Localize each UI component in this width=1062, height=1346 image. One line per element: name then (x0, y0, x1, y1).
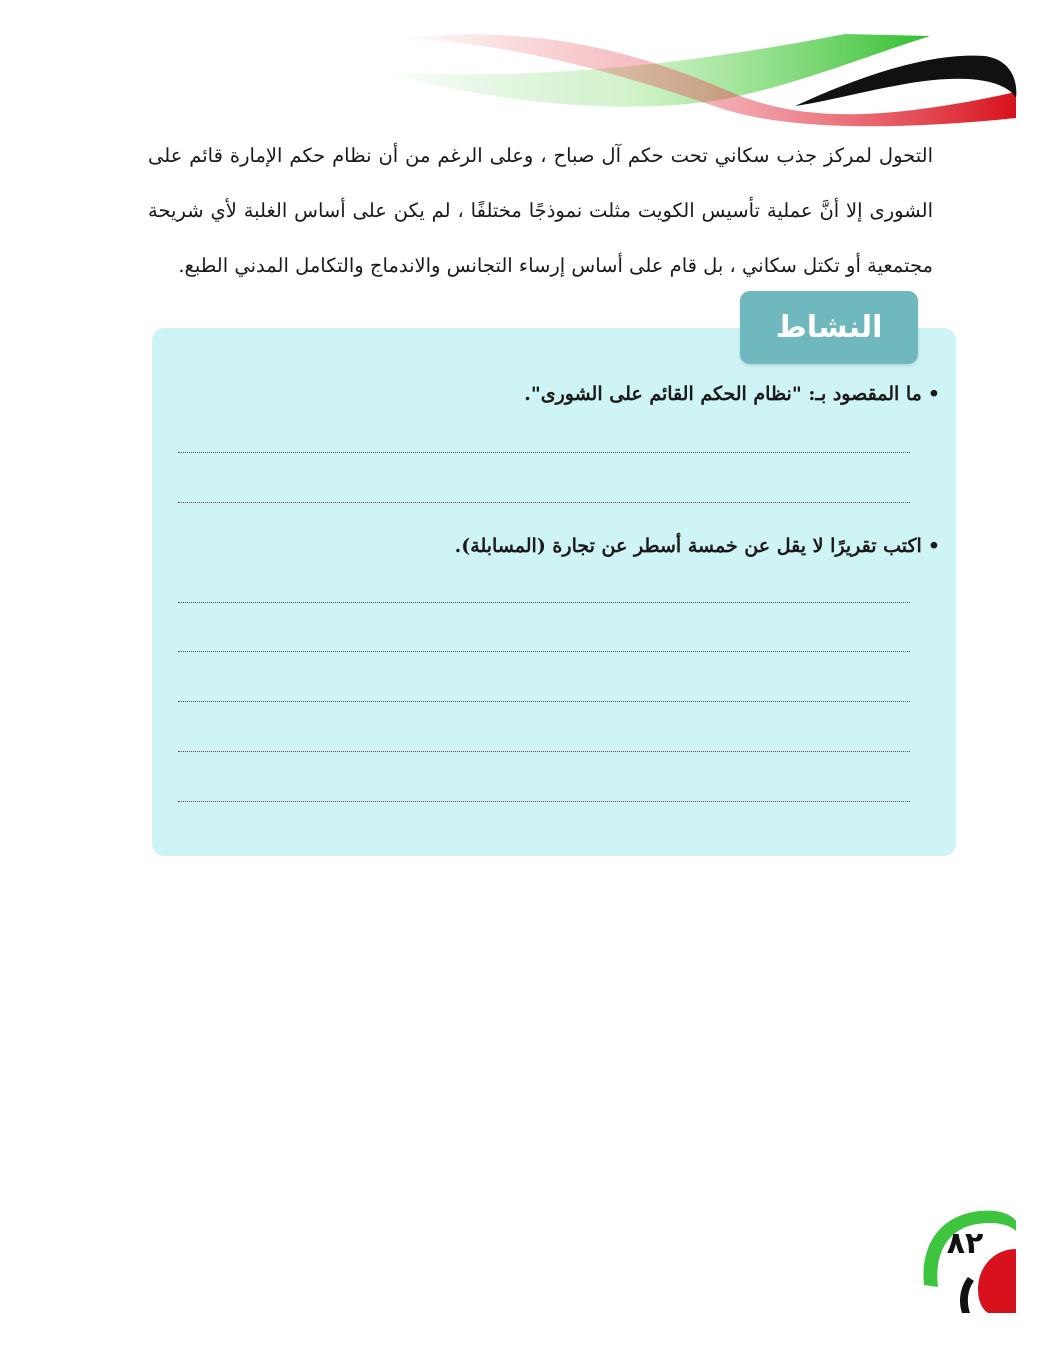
bullet-icon: • (927, 535, 940, 557)
body-paragraph: التحول لمركز جذب سكاني تحت حكم آل صباح ، وعلى الرغم من أن نظام حكم الإمارة قائم على الشورى إلا أنَّ عملية تأسيس الكويت مثلت نموذجًا مختلفًا ، لم يكن على أساس الغلبة لأي شريحة مجتمعية أو تكتل سكاني ، بل قام على أساس إرساء التجانس والاندماج والتكامل المدني الطبع. (148, 144, 933, 277)
question-2 (455, 535, 940, 557)
question-1-text: ما المقصود بـ: "نظام الحكم القائم على الشورى". (524, 383, 922, 405)
answer-line[interactable] (178, 651, 910, 652)
activity-box (152, 328, 956, 856)
answer-line[interactable] (178, 452, 910, 453)
answer-line[interactable] (178, 751, 910, 752)
answer-line[interactable] (178, 701, 910, 702)
black-stroke (960, 1277, 974, 1313)
question-1 (524, 383, 940, 405)
question-2-text: اكتب تقريرًا لا يقل عن خمسة أسطر عن تجارة (المسابلة). (454, 535, 922, 557)
activity-title-tab (740, 291, 918, 364)
activity-title: النشاط (775, 310, 883, 345)
answer-line[interactable] (178, 502, 910, 503)
answer-line[interactable] (178, 602, 910, 603)
bullet-icon: • (927, 383, 940, 405)
page-number: ٨٢ (946, 1226, 984, 1261)
answer-line[interactable] (178, 801, 910, 802)
